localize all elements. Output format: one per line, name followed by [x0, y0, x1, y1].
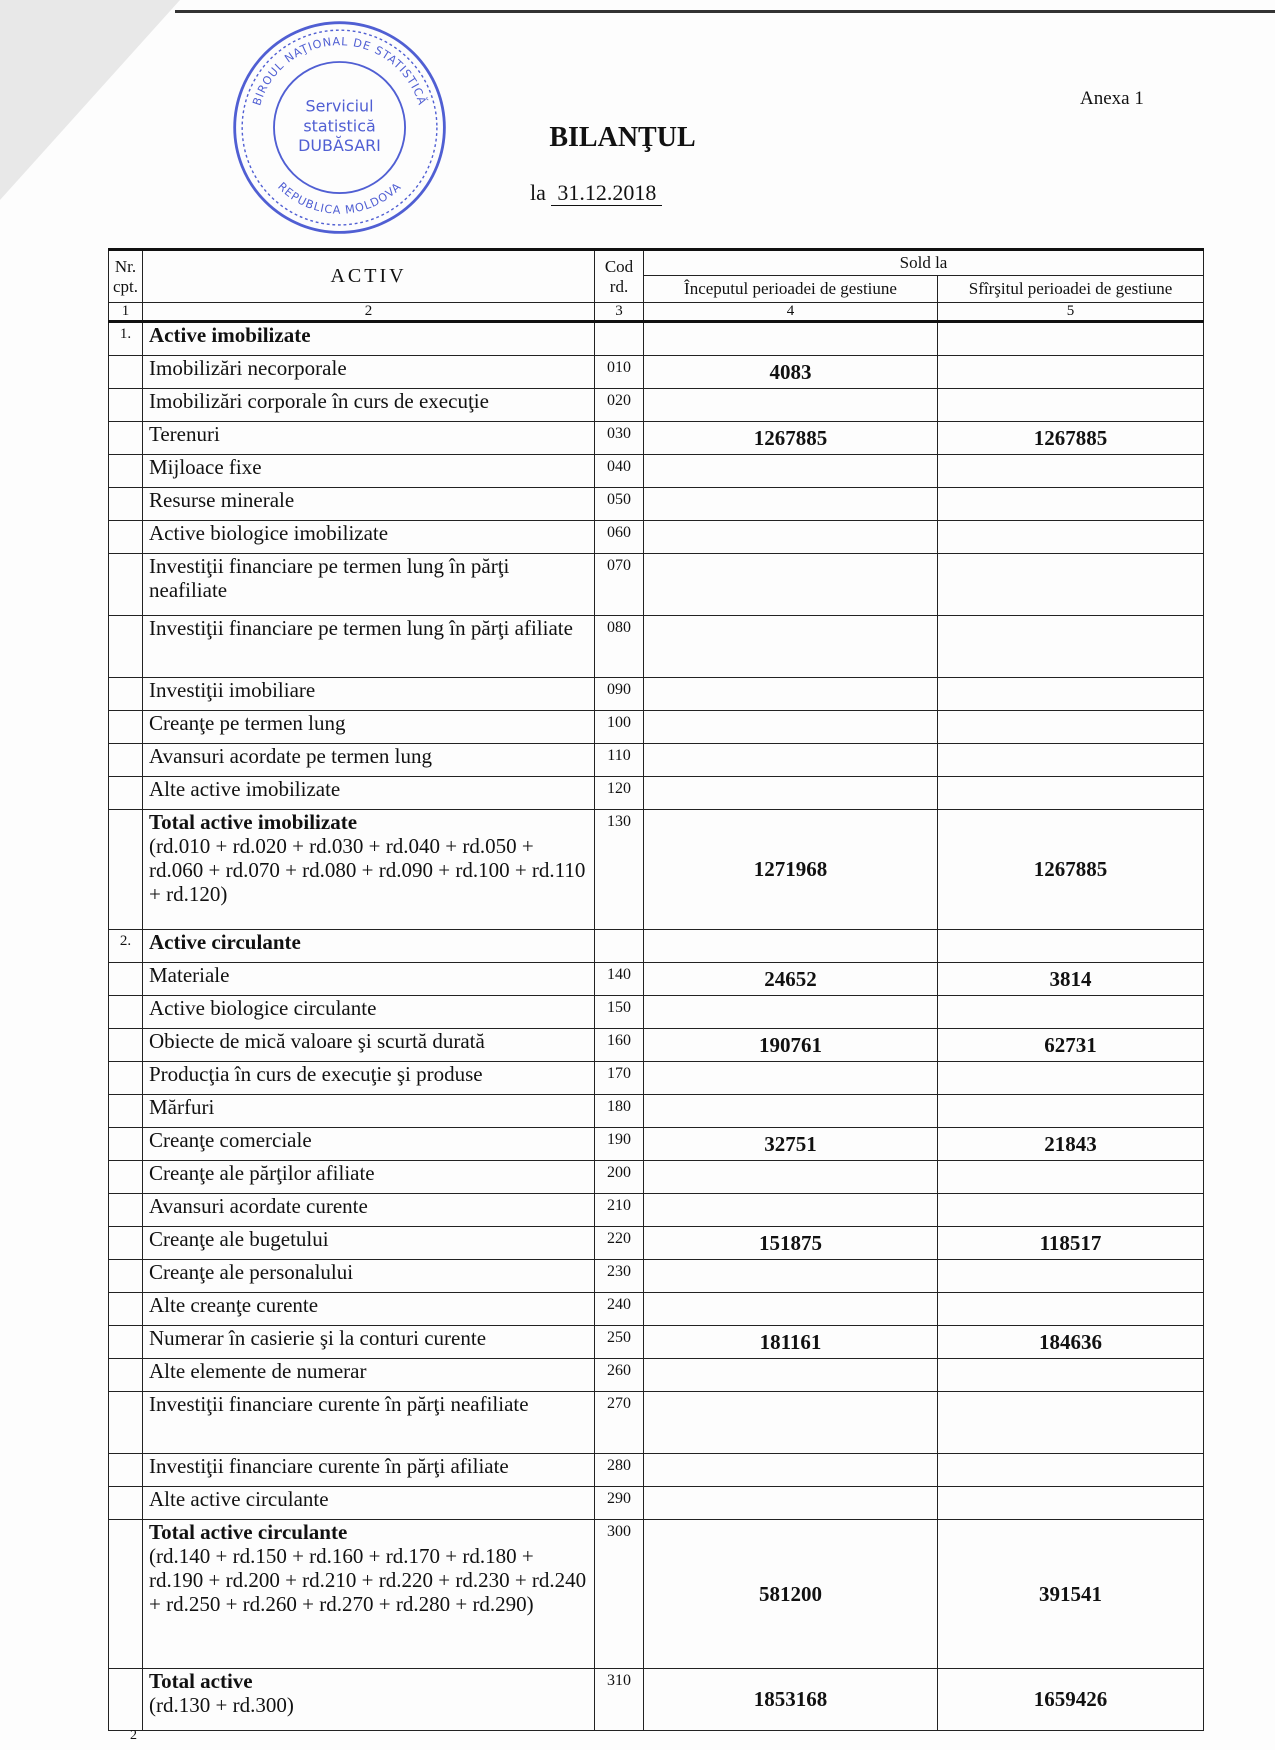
value-start — [644, 389, 938, 422]
row-number — [109, 1326, 143, 1359]
value-end — [938, 711, 1204, 744]
row-code: 100 — [595, 711, 644, 744]
table-row — [109, 963, 1204, 996]
formula-text: (rd.130 + rd.300) — [149, 1693, 294, 1717]
row-label — [143, 1359, 595, 1392]
value-start: 190761 — [644, 1029, 938, 1062]
table-row — [109, 1520, 1204, 1669]
table-row — [109, 521, 1204, 554]
table-row — [109, 455, 1204, 488]
value-end — [938, 455, 1204, 488]
row-number — [109, 521, 143, 554]
row-code: 270 — [595, 1392, 644, 1454]
value-start — [644, 1293, 938, 1326]
row-code: 120 — [595, 777, 644, 810]
row-number — [109, 356, 143, 389]
value-start — [644, 1161, 938, 1194]
table-row — [109, 616, 1204, 678]
value-end: 1267885 — [938, 810, 1204, 930]
row-code: 110 — [595, 744, 644, 777]
row-number — [109, 1029, 143, 1062]
annex-label: Anexa 1 — [1080, 88, 1144, 109]
label-text: Creanţe ale personalului — [149, 1260, 354, 1284]
value-end — [938, 1392, 1204, 1454]
column-number: 4 — [644, 303, 938, 322]
label-text: Avansuri acordate pe termen lung — [149, 744, 432, 768]
value-end — [938, 996, 1204, 1029]
value-start — [644, 322, 938, 356]
row-code: 200 — [595, 1161, 644, 1194]
value-start: 181161 — [644, 1326, 938, 1359]
value-end: 118517 — [938, 1227, 1204, 1260]
label-text: Active imobilizate — [149, 323, 311, 347]
row-number — [109, 488, 143, 521]
row-label — [143, 963, 595, 996]
row-code: 190 — [595, 1128, 644, 1161]
row-label — [143, 1392, 595, 1454]
value-start: 4083 — [644, 356, 938, 389]
row-label — [143, 1487, 595, 1520]
table-row — [109, 711, 1204, 744]
label-text: Creanţe ale bugetului — [149, 1227, 329, 1251]
column-number: 3 — [595, 303, 644, 322]
page-fold — [0, 0, 180, 200]
title-text: BILANŢUL — [549, 122, 696, 153]
value-end — [938, 322, 1204, 356]
value-end — [938, 678, 1204, 711]
row-number — [109, 963, 143, 996]
label-text: Active biologice circulante — [149, 996, 377, 1020]
row-code: 210 — [595, 1194, 644, 1227]
row-number — [109, 1487, 143, 1520]
row-number — [109, 1062, 143, 1095]
table-row — [109, 1260, 1204, 1293]
row-code: 130 — [595, 810, 644, 930]
table-row — [109, 356, 1204, 389]
row-number — [109, 810, 143, 930]
value-start — [644, 1392, 938, 1454]
value-start: 1853168 — [644, 1669, 938, 1731]
label-text: Imobilizări corporale în curs de execuţie — [149, 389, 489, 413]
value-end — [938, 1260, 1204, 1293]
svg-text:BIROUL NAŢIONAL DE STATISTICĂ: BIROUL NAŢIONAL DE STATISTICĂ — [250, 35, 429, 108]
section-row — [109, 322, 1204, 356]
row-label — [143, 996, 595, 1029]
value-start — [644, 744, 938, 777]
table-row — [109, 1669, 1204, 1731]
row-code — [595, 930, 644, 963]
svg-text:REPUBLICA MOLDOVA: REPUBLICA MOLDOVA — [275, 179, 404, 217]
value-start — [644, 455, 938, 488]
row-code: 250 — [595, 1326, 644, 1359]
value-end — [938, 1062, 1204, 1095]
row-label — [143, 616, 595, 678]
row-code: 050 — [595, 488, 644, 521]
row-code: 040 — [595, 455, 644, 488]
table-row — [109, 1454, 1204, 1487]
header-sold: Sold la — [644, 250, 1204, 276]
page-number: 2 — [130, 1728, 137, 1743]
label-text: Terenuri — [149, 422, 220, 446]
row-number — [109, 1669, 143, 1731]
value-start: 24652 — [644, 963, 938, 996]
label-text: Alte creanţe curente — [149, 1293, 319, 1317]
table-row — [109, 1487, 1204, 1520]
value-end — [938, 389, 1204, 422]
row-number — [109, 455, 143, 488]
row-label — [143, 810, 595, 930]
value-start — [644, 554, 938, 616]
value-start — [644, 1359, 938, 1392]
value-start: 1267885 — [644, 422, 938, 455]
table-row — [109, 1029, 1204, 1062]
row-number — [109, 678, 143, 711]
row-label — [143, 422, 595, 455]
row-number — [109, 1161, 143, 1194]
row-code: 060 — [595, 521, 644, 554]
table-row — [109, 744, 1204, 777]
row-label — [143, 1095, 595, 1128]
label-text: Resurse minerale — [149, 488, 295, 512]
table-row — [109, 1392, 1204, 1454]
row-label — [143, 1454, 595, 1487]
table-row — [109, 810, 1204, 930]
row-label — [143, 1227, 595, 1260]
value-start — [644, 1260, 938, 1293]
row-code: 240 — [595, 1293, 644, 1326]
row-code: 300 — [595, 1520, 644, 1669]
row-code — [595, 322, 644, 356]
row-number — [109, 1128, 143, 1161]
row-code: 090 — [595, 678, 644, 711]
svg-text:Serviciul: Serviciul — [305, 96, 374, 116]
row-code: 010 — [595, 356, 644, 389]
table-row — [109, 1293, 1204, 1326]
value-end: 1267885 — [938, 422, 1204, 455]
label-text: Investiţii financiare curente în părţi neafiliate — [149, 1392, 529, 1416]
table-row — [109, 1359, 1204, 1392]
row-label — [143, 930, 595, 963]
table-row — [109, 1194, 1204, 1227]
row-label — [143, 1293, 595, 1326]
value-start: 581200 — [644, 1520, 938, 1669]
value-start — [644, 1454, 938, 1487]
label-text: Imobilizări necorporale — [149, 356, 347, 380]
value-end: 391541 — [938, 1520, 1204, 1669]
row-code: 180 — [595, 1095, 644, 1128]
report-date — [530, 180, 662, 206]
label-text: Mărfuri — [149, 1095, 215, 1119]
table-row — [109, 996, 1204, 1029]
section-row — [109, 930, 1204, 963]
value-end — [938, 1161, 1204, 1194]
row-code: 030 — [595, 422, 644, 455]
column-number: 1 — [109, 303, 143, 322]
label-text: Total active circulante — [149, 1520, 348, 1544]
row-number: 2. — [109, 930, 143, 963]
row-number — [109, 554, 143, 616]
label-text: Total active imobilizate — [149, 810, 358, 834]
document-title — [0, 122, 1275, 154]
official-stamp — [230, 18, 450, 238]
row-label — [143, 488, 595, 521]
header-nr: Nr. cpt. — [109, 250, 143, 303]
row-label — [143, 1520, 595, 1669]
value-end: 21843 — [938, 1128, 1204, 1161]
value-end — [938, 554, 1204, 616]
table-row — [109, 1128, 1204, 1161]
value-end — [938, 777, 1204, 810]
label-text: Numerar în casierie şi la conturi curente — [149, 1326, 487, 1350]
label-text: Alte active circulante — [149, 1487, 329, 1511]
row-code: 080 — [595, 616, 644, 678]
row-number — [109, 711, 143, 744]
row-label — [143, 1161, 595, 1194]
value-start — [644, 996, 938, 1029]
table-row — [109, 1161, 1204, 1194]
table-row — [109, 777, 1204, 810]
value-end — [938, 616, 1204, 678]
label-text: Creanţe pe termen lung — [149, 711, 346, 735]
svg-text:statistică: statistică — [303, 116, 376, 136]
value-start: 32751 — [644, 1128, 938, 1161]
row-label — [143, 1260, 595, 1293]
value-start — [644, 1095, 938, 1128]
value-start — [644, 930, 938, 963]
label-text: Creanţe comerciale — [149, 1128, 312, 1152]
formula-text: (rd.140 + rd.150 + rd.160 + rd.170 + rd.180 + rd.190 + rd.200 + rd.210 + rd.220 + rd.230 + rd.240 + rd.250 + rd.260 + rd.270 + rd.280 + rd.290) — [149, 1544, 587, 1616]
row-label — [143, 521, 595, 554]
formula-text: (rd.010 + rd.020 + rd.030 + rd.040 + rd.050 + rd.060 + rd.070 + rd.080 + rd.090 + rd.100 + rd.110 + rd.120) — [149, 834, 586, 906]
row-code: 070 — [595, 554, 644, 616]
table-row — [109, 488, 1204, 521]
label-text: Obiecte de mică valoare şi scurtă durată — [149, 1029, 485, 1053]
date-value: 31.12.2018 — [551, 180, 662, 206]
row-code: 160 — [595, 1029, 644, 1062]
value-end — [938, 1095, 1204, 1128]
value-end — [938, 1487, 1204, 1520]
value-end — [938, 1359, 1204, 1392]
row-label — [143, 554, 595, 616]
label-text: Investiţii imobiliare — [149, 678, 316, 702]
row-label — [143, 744, 595, 777]
value-start — [644, 488, 938, 521]
column-number: 2 — [143, 303, 595, 322]
value-start — [644, 521, 938, 554]
row-label — [143, 678, 595, 711]
table-row — [109, 1062, 1204, 1095]
value-start — [644, 1194, 938, 1227]
row-label — [143, 455, 595, 488]
row-label — [143, 1128, 595, 1161]
label-text: Investiţii financiare pe termen lung în părţi afiliate — [149, 616, 573, 640]
label-text: Mijloace fixe — [149, 455, 262, 479]
table-row — [109, 422, 1204, 455]
label-text: Producţia în curs de execuţie şi produse — [149, 1062, 483, 1086]
value-start — [644, 1062, 938, 1095]
label-text: Alte active imobilizate — [149, 777, 341, 801]
value-end — [938, 488, 1204, 521]
value-end — [938, 356, 1204, 389]
label-text: Investiţii financiare curente în părţi afiliate — [149, 1454, 509, 1478]
row-number — [109, 1359, 143, 1392]
column-number: 5 — [938, 303, 1204, 322]
row-code: 140 — [595, 963, 644, 996]
row-number — [109, 1260, 143, 1293]
value-start — [644, 711, 938, 744]
row-number — [109, 422, 143, 455]
table-row — [109, 1326, 1204, 1359]
row-number — [109, 744, 143, 777]
value-end: 62731 — [938, 1029, 1204, 1062]
value-end — [938, 1293, 1204, 1326]
row-number — [109, 1520, 143, 1669]
value-end — [938, 930, 1204, 963]
row-code: 150 — [595, 996, 644, 1029]
value-start — [644, 1487, 938, 1520]
row-number — [109, 1454, 143, 1487]
row-code: 280 — [595, 1454, 644, 1487]
label-text: Investiţii financiare pe termen lung în părţi neafiliate — [149, 554, 510, 602]
label-text: Active circulante — [149, 930, 301, 954]
label-text: Creanţe ale părţilor afiliate — [149, 1161, 375, 1185]
value-end: 184636 — [938, 1326, 1204, 1359]
row-number — [109, 1095, 143, 1128]
date-prefix: la — [530, 180, 546, 205]
row-number — [109, 1194, 143, 1227]
table-row — [109, 1095, 1204, 1128]
row-number — [109, 616, 143, 678]
row-number: 1. — [109, 322, 143, 356]
value-start — [644, 678, 938, 711]
row-label — [143, 1194, 595, 1227]
table-row — [109, 389, 1204, 422]
row-code: 220 — [595, 1227, 644, 1260]
row-code: 310 — [595, 1669, 644, 1731]
row-code: 170 — [595, 1062, 644, 1095]
table-row — [109, 678, 1204, 711]
table-row — [109, 1227, 1204, 1260]
row-code: 290 — [595, 1487, 644, 1520]
header-cod: Cod rd. — [595, 250, 644, 303]
row-number — [109, 389, 143, 422]
label-text: Materiale — [149, 963, 230, 987]
row-label — [143, 711, 595, 744]
value-end — [938, 744, 1204, 777]
row-label — [143, 777, 595, 810]
value-start: 1271968 — [644, 810, 938, 930]
value-end — [938, 1454, 1204, 1487]
header-end: Sfîrşitul perioadei de gestiune — [938, 276, 1204, 303]
label-text: Total active — [149, 1669, 253, 1693]
value-end — [938, 521, 1204, 554]
row-label — [143, 356, 595, 389]
row-code: 020 — [595, 389, 644, 422]
row-code: 230 — [595, 1260, 644, 1293]
row-label — [143, 1062, 595, 1095]
row-label — [143, 1669, 595, 1731]
row-code: 260 — [595, 1359, 644, 1392]
value-end — [938, 1194, 1204, 1227]
row-label — [143, 1326, 595, 1359]
row-number — [109, 996, 143, 1029]
row-label — [143, 389, 595, 422]
value-start: 151875 — [644, 1227, 938, 1260]
value-start — [644, 616, 938, 678]
row-number — [109, 777, 143, 810]
row-number — [109, 1227, 143, 1260]
table-row — [109, 554, 1204, 616]
label-text: Active biologice imobilizate — [149, 521, 389, 545]
balance-sheet-table — [108, 248, 1204, 1731]
svg-text:DUBĂSARI: DUBĂSARI — [298, 135, 381, 155]
value-start — [644, 777, 938, 810]
row-number — [109, 1392, 143, 1454]
value-end: 3814 — [938, 963, 1204, 996]
label-text: Alte elemente de numerar — [149, 1359, 367, 1383]
row-number — [109, 1293, 143, 1326]
value-end: 1659426 — [938, 1669, 1204, 1731]
header-activ: ACTIV — [143, 250, 595, 303]
row-label — [143, 1029, 595, 1062]
row-label — [143, 322, 595, 356]
scan-edge — [175, 10, 1275, 13]
header-start: Începutul perioadei de gestiune — [644, 276, 938, 303]
label-text: Avansuri acordate curente — [149, 1194, 368, 1218]
